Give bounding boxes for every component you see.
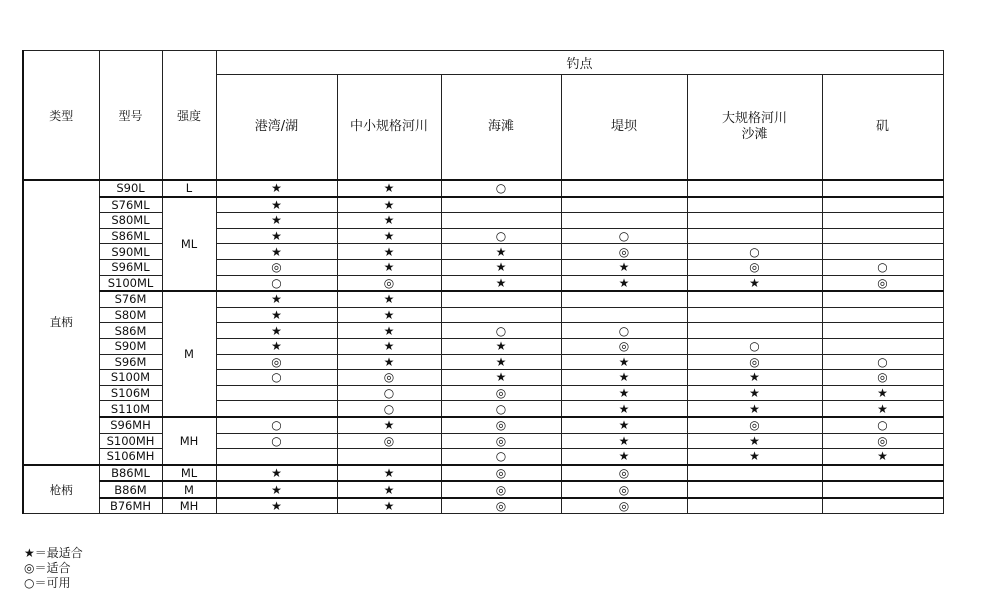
rating-cell [822, 338, 943, 354]
model-cell: S100M [99, 370, 162, 386]
rating-cell: ★ [216, 465, 337, 482]
rating-cell [822, 291, 943, 307]
table-row [23, 417, 943, 433]
rating-cell: ◎ [441, 385, 561, 401]
header-spot: 港湾/湖 [216, 75, 337, 181]
fishing-spot-table [22, 50, 944, 514]
rating-cell: ◎ [822, 275, 943, 291]
model-cell: S90L [99, 180, 162, 197]
table-row [23, 401, 943, 417]
table-row [23, 323, 943, 339]
model-cell: S80ML [99, 213, 162, 229]
rating-cell [822, 323, 943, 339]
rating-cell: ★ [216, 244, 337, 260]
rating-cell: ○ [687, 338, 822, 354]
rating-cell: ◎ [687, 259, 822, 275]
rating-cell: ★ [561, 370, 687, 386]
rating-cell: ★ [337, 307, 441, 323]
rating-cell: ★ [216, 213, 337, 229]
model-cell: S76M [99, 291, 162, 307]
rating-cell: ★ [337, 465, 441, 482]
rating-cell: ★ [441, 354, 561, 370]
table-row [23, 228, 943, 244]
rating-cell: ★ [687, 370, 822, 386]
strength-cell: MH [162, 417, 216, 465]
rating-cell [561, 213, 687, 229]
table-row [23, 180, 943, 197]
rating-cell: ○ [216, 370, 337, 386]
rating-cell: ◎ [441, 498, 561, 514]
rating-cell: ★ [337, 244, 441, 260]
table-row [23, 213, 943, 229]
model-cell: S106MH [99, 449, 162, 465]
rating-cell: ★ [337, 180, 441, 197]
rating-cell: ○ [822, 259, 943, 275]
rating-cell: ★ [561, 259, 687, 275]
model-cell: S106M [99, 385, 162, 401]
rating-cell [337, 449, 441, 465]
rating-cell: ★ [687, 449, 822, 465]
header-spot: 中小规格河川 [337, 75, 441, 181]
rating-cell [822, 197, 943, 213]
legend-symbol: ◎ [24, 561, 35, 575]
rating-cell: ★ [441, 244, 561, 260]
table-row [23, 275, 943, 291]
rating-cell [561, 291, 687, 307]
rating-cell: ◎ [337, 433, 441, 449]
rating-cell [822, 481, 943, 498]
rating-cell [822, 498, 943, 514]
rating-cell: ◎ [561, 481, 687, 498]
rating-cell: ★ [687, 275, 822, 291]
strength-cell: MH [162, 498, 216, 514]
rating-cell: ★ [337, 213, 441, 229]
rating-cell [822, 244, 943, 260]
model-cell: S86M [99, 323, 162, 339]
rating-cell: ★ [337, 481, 441, 498]
rating-cell: ◎ [687, 417, 822, 433]
rating-cell: ★ [822, 449, 943, 465]
type-cell: 枪柄 [23, 465, 99, 514]
rating-cell: ◎ [561, 338, 687, 354]
rating-cell [687, 323, 822, 339]
strength-cell: M [162, 481, 216, 498]
header-strength: 强度 [162, 51, 216, 181]
rating-cell: ◎ [687, 354, 822, 370]
rating-cell: ★ [337, 338, 441, 354]
model-cell: S76ML [99, 197, 162, 213]
rating-cell: ★ [337, 417, 441, 433]
rating-cell: ★ [561, 385, 687, 401]
rating-cell: ★ [561, 401, 687, 417]
legend [24, 546, 83, 591]
rating-cell: ★ [216, 197, 337, 213]
rating-cell: ★ [216, 291, 337, 307]
table-row [23, 307, 943, 323]
legend-text: ＝可用 [34, 576, 71, 590]
table-row [23, 385, 943, 401]
legend-text: ＝适合 [34, 561, 71, 575]
rating-cell: ★ [216, 228, 337, 244]
model-cell: S100ML [99, 275, 162, 291]
rating-cell: ○ [337, 385, 441, 401]
rating-cell: ○ [216, 433, 337, 449]
model-cell: B86M [99, 481, 162, 498]
rating-cell: ○ [441, 323, 561, 339]
rating-cell: ○ [337, 401, 441, 417]
table-row [23, 433, 943, 449]
rating-cell: ★ [337, 498, 441, 514]
rating-cell: ◎ [441, 433, 561, 449]
model-cell: S100MH [99, 433, 162, 449]
rating-cell [441, 197, 561, 213]
rating-cell: ★ [687, 385, 822, 401]
rating-cell: ★ [561, 433, 687, 449]
model-cell: S96ML [99, 259, 162, 275]
model-cell: S86ML [99, 228, 162, 244]
rating-cell: ★ [687, 433, 822, 449]
rating-cell: ◎ [216, 259, 337, 275]
rating-cell: ★ [561, 417, 687, 433]
rating-cell: ◎ [441, 417, 561, 433]
model-cell: S96M [99, 354, 162, 370]
rating-cell: ◎ [441, 465, 561, 482]
rating-cell: ◎ [337, 370, 441, 386]
header-type: 类型 [23, 51, 99, 181]
rating-cell [561, 197, 687, 213]
table-row [23, 338, 943, 354]
rating-cell [216, 401, 337, 417]
table-row [23, 465, 943, 482]
rating-cell: ○ [441, 401, 561, 417]
legend-suitable [24, 561, 83, 576]
rating-cell [822, 180, 943, 197]
rating-cell: ★ [337, 259, 441, 275]
table-row [23, 481, 943, 498]
model-cell: B76MH [99, 498, 162, 514]
rating-cell: ○ [822, 354, 943, 370]
rating-cell: ★ [337, 197, 441, 213]
model-cell: S96MH [99, 417, 162, 433]
rating-cell [687, 498, 822, 514]
header-fishing-spot: 钓点 [216, 51, 943, 75]
rating-cell [687, 180, 822, 197]
rating-cell [687, 197, 822, 213]
rating-cell: ○ [561, 228, 687, 244]
rating-cell: ○ [441, 449, 561, 465]
table-body [23, 180, 943, 514]
model-cell: S80M [99, 307, 162, 323]
rating-cell [561, 180, 687, 197]
rating-cell: ★ [687, 401, 822, 417]
rating-cell [822, 307, 943, 323]
strength-cell: ML [162, 465, 216, 482]
rating-cell: ★ [337, 354, 441, 370]
rating-cell: ◎ [561, 244, 687, 260]
rating-cell: ○ [822, 417, 943, 433]
rating-cell: ★ [561, 449, 687, 465]
model-cell: S110M [99, 401, 162, 417]
rating-cell [441, 213, 561, 229]
table-row [23, 498, 943, 514]
rating-cell [822, 213, 943, 229]
rating-cell: ★ [337, 323, 441, 339]
rating-cell [687, 465, 822, 482]
rating-cell: ★ [441, 259, 561, 275]
rating-cell [216, 385, 337, 401]
rating-cell: ★ [822, 401, 943, 417]
rating-cell [441, 307, 561, 323]
rating-cell: ◎ [216, 354, 337, 370]
strength-cell: ML [162, 197, 216, 292]
rating-cell: ★ [561, 275, 687, 291]
rating-cell: ★ [441, 370, 561, 386]
rating-cell: ★ [216, 481, 337, 498]
strength-cell: M [162, 291, 216, 417]
legend-best [24, 546, 83, 561]
rating-cell: ★ [216, 307, 337, 323]
rating-cell [687, 481, 822, 498]
rating-cell: ◎ [561, 465, 687, 482]
rating-cell: ★ [561, 354, 687, 370]
table-row [23, 291, 943, 307]
rating-cell [687, 228, 822, 244]
rating-cell [822, 228, 943, 244]
table-row [23, 244, 943, 260]
header-spot: 堤坝 [561, 75, 687, 181]
header-model: 型号 [99, 51, 162, 181]
rating-cell: ★ [216, 180, 337, 197]
rating-cell [822, 465, 943, 482]
rating-cell: ◎ [561, 498, 687, 514]
table-row [23, 197, 943, 213]
rating-cell [687, 213, 822, 229]
table-row [23, 354, 943, 370]
header-spot: 海滩 [441, 75, 561, 181]
rating-cell: ○ [561, 323, 687, 339]
rating-cell: ★ [822, 385, 943, 401]
rating-cell: ★ [216, 323, 337, 339]
strength-cell: L [162, 180, 216, 197]
header-spot: 矶 [822, 75, 943, 181]
rating-cell: ★ [337, 291, 441, 307]
rating-cell: ◎ [337, 275, 441, 291]
table-row [23, 449, 943, 465]
rating-cell: ○ [441, 228, 561, 244]
rating-cell: ○ [441, 180, 561, 197]
rating-cell: ★ [337, 228, 441, 244]
model-cell: B86ML [99, 465, 162, 482]
legend-usable [24, 576, 83, 591]
header-spot: 大规格河川 沙滩 [687, 75, 822, 181]
rating-cell: ◎ [822, 433, 943, 449]
rating-cell [687, 307, 822, 323]
model-cell: S90ML [99, 244, 162, 260]
rating-cell: ○ [216, 417, 337, 433]
table-row [23, 370, 943, 386]
rating-cell [441, 291, 561, 307]
model-cell: S90M [99, 338, 162, 354]
rating-cell [216, 449, 337, 465]
rating-cell: ○ [687, 244, 822, 260]
rating-cell: ★ [216, 498, 337, 514]
rating-cell: ◎ [441, 481, 561, 498]
type-cell: 直柄 [23, 180, 99, 465]
rating-cell: ★ [441, 338, 561, 354]
rating-cell: ○ [216, 275, 337, 291]
table-row [23, 259, 943, 275]
rating-cell: ◎ [822, 370, 943, 386]
rating-cell [687, 291, 822, 307]
legend-symbol: ○ [24, 576, 35, 590]
legend-text: ＝最适合 [34, 546, 83, 560]
legend-symbol: ★ [24, 546, 35, 560]
rating-cell: ★ [441, 275, 561, 291]
rating-cell [561, 307, 687, 323]
rating-cell: ★ [216, 338, 337, 354]
